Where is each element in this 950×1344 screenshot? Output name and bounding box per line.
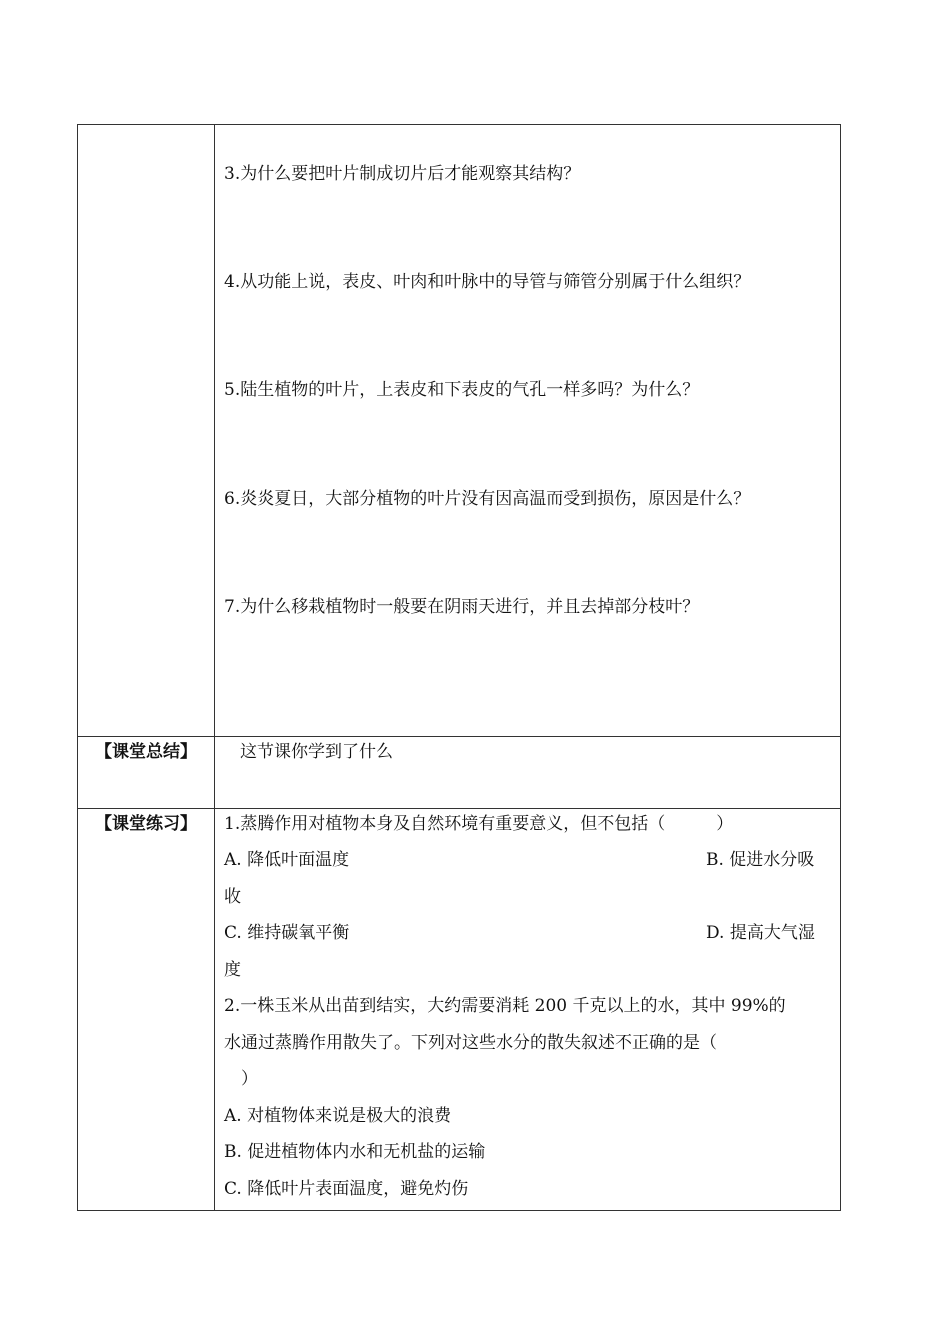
summary-label: 【课堂总结】 bbox=[95, 742, 197, 762]
practice-label-cell bbox=[78, 809, 215, 1211]
question-5: 5.陆生植物的叶片，上表皮和下表皮的气孔一样多吗？为什么？ bbox=[224, 380, 700, 400]
practice-q2-option-a: A. 对植物体来说是极大的浪费 bbox=[224, 1106, 452, 1126]
practice-q1-option-b-wrap: 收 bbox=[224, 887, 241, 907]
practice-q2-option-b: B. 促进植物体内水和无机盐的运输 bbox=[224, 1142, 486, 1162]
practice-q2-stem-line1: 2.一株玉米从出苗到结实，大约需要消耗 200 千克以上的水，其中 99%的 bbox=[224, 996, 786, 1016]
question-4: 4.从功能上说，表皮、叶肉和叶脉中的导管与筛管分别属于什么组织？ bbox=[224, 272, 751, 292]
practice-q1-option-a: A. 降低叶面温度 bbox=[224, 850, 350, 870]
summary-text: 这节课你学到了什么 bbox=[240, 742, 393, 762]
practice-q1-option-c: C. 维持碳氧平衡 bbox=[224, 923, 350, 943]
question-3: 3.为什么要把叶片制成切片后才能观察其结构？ bbox=[224, 164, 581, 184]
practice-q2-option-c: C. 降低叶片表面温度，避免灼伤 bbox=[224, 1179, 469, 1199]
practice-q1-option-d-wrap: 度 bbox=[224, 960, 241, 980]
questions-label-cell bbox=[78, 125, 215, 737]
question-6: 6.炎炎夏日，大部分植物的叶片没有因高温而受到损伤，原因是什么？ bbox=[224, 489, 751, 509]
practice-q1-option-b: B. 促进水分吸 bbox=[706, 850, 815, 870]
question-7: 7.为什么移栽植物时一般要在阴雨天进行，并且去掉部分枝叶？ bbox=[224, 597, 700, 617]
practice-q1-option-d: D. 提高大气湿 bbox=[706, 923, 815, 943]
practice-q1-stem: 1.蒸腾作用对植物本身及自然环境有重要意义，但不包括（ ） bbox=[224, 814, 734, 834]
questions-content-cell bbox=[215, 125, 841, 737]
practice-q2-stem-line3: ） bbox=[224, 1069, 258, 1089]
practice-label: 【课堂练习】 bbox=[95, 814, 197, 834]
questions-row bbox=[78, 125, 841, 737]
practice-q2-stem-line2: 水通过蒸腾作用散失了。下列对这些水分的散失叙述不正确的是（ bbox=[224, 1033, 717, 1053]
